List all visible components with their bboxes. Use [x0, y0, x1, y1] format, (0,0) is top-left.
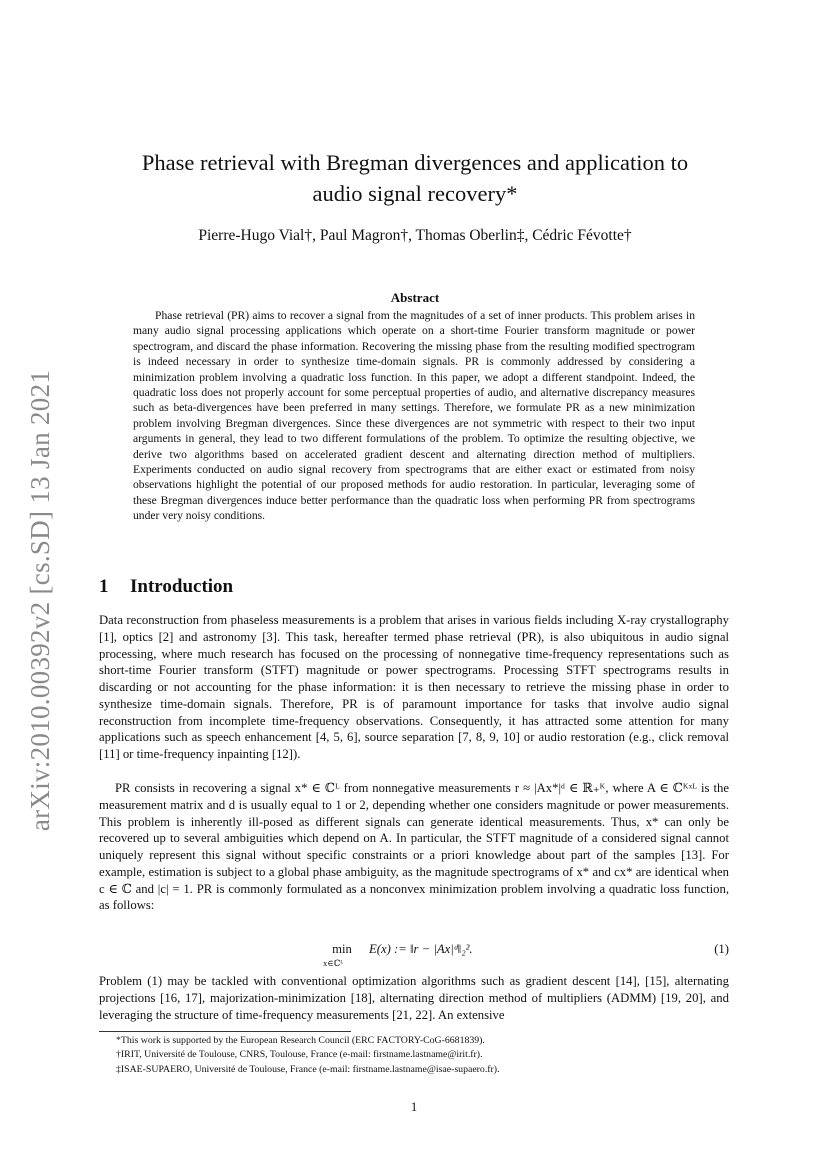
footnote-funding: *This work is supported by the European Research Council (ERC FACTORY-CoG-6681839). [116, 1035, 485, 1046]
equation-number: (1) [714, 942, 729, 956]
equation-min-operator: min [332, 942, 352, 956]
page-number: 1 [410, 1100, 418, 1114]
paragraph-text: Problem (1) may be tackled with conventional optimization algorithms such as gradient descent [14], [15], alternating projections [16, 17], majorization-minimization [18], alternating direction method of multipliers (ADMM) [19, 20], and leveraging the structure of time-frequency measurements [21, 22]. An extensive [99, 974, 729, 1022]
footnote-divider [99, 1031, 351, 1032]
title-line-2: audio signal recovery* [312, 181, 518, 206]
equation-1 [99, 938, 729, 968]
arxiv-identifier[interactable]: arXiv:2010.00392v2 [cs.SD] 13 Jan 2021 [25, 369, 56, 831]
paragraph-text: PR consists in recovering a signal x* ∈ ℂᴸ from nonnegative measurements r ≈ |Ax*|ᵈ ∈ ℝ₊ᴷ, where A ∈ ℂᴷˣᴸ is the measurement matrix and d is usually equal to 1 or 2, depending whether one considers magnitude or power measurements. This problem is inherently ill-posed as different signals can generate identical measurements. Thus, x* can only be recovered up to several ambiguities which depend on A. In particular, the STFT magnitude of a considered signal cannot uniquely represent this signal without specific constraints or a priori knowledge about part of the samples [13]. For example, estimation is subject to a global phase ambiguity, as the magnitude spectrograms of x* and cx* are identical when c ∈ ℂ and |c| = 1. PR is commonly formulated as a nonconvex minimization problem involving a quadratic loss function, as follows: [99, 781, 729, 913]
section-number: 1 [99, 576, 109, 597]
title-line-1: Phase retrieval with Bregman divergences and application to [141, 150, 689, 175]
intro-paragraph-3 [99, 973, 729, 1023]
footnote-irit: †IRIT, Université de Toulouse, CNRS, Toulouse, France (e-mail: firstname.lastname@irit.fr). [116, 1049, 483, 1061]
footnote-isae: ‡ISAE-SUPAERO, Université de Toulouse, France (e-mail: firstname.lastname@isae-supaero.fr). [116, 1063, 500, 1075]
paragraph-text: Data reconstruction from phaseless measurements is a problem that arises in various fields including X-ray crystallography [1], optics [2] and astronomy [3]. This task, hereafter termed phase retrieval (PR), is also ubiquitous in audio signal processing, where much research has focused on the processing of nonnegative time-frequency representations such as short-time Fourier transform (STFT) magnitude or power spectrograms. Processing STFT spectrograms results in discarding or not accounting for the phase information: it is then necessary to retrieve the missing phase in order to synthesize time-domain signals. Therefore, PR is of paramount importance for tasks that involve audio signal reconstruction from incomplete time-frequency observations. Consequently, it has attracted some attention for many applications such as speech enhancement [4, 5, 6], source separation [7, 8, 9, 10] or audio restoration (e.g., click removal [11] or time-frequency inpainting [12]). [99, 613, 729, 761]
author-list: Pierre-Hugo Vial†, Paul Magron†, Thomas Oberlin‡, Cédric Févotte† [198, 227, 632, 244]
intro-paragraph-2 [99, 780, 729, 914]
intro-paragraph-1 [99, 612, 729, 763]
equation-subscript: x∈ℂᴸ [323, 958, 344, 968]
section-title: Introduction [130, 576, 234, 597]
section-heading [99, 576, 233, 598]
abstract-heading: Abstract [390, 290, 440, 305]
paper-title [100, 147, 730, 209]
abstract-text: Phase retrieval (PR) aims to recover a signal from the magnitudes of a set of inner products. This problem arises in many audio signal processing applications which operate on a short-time Fourier transform magnitude or power spectrogram, and discard the phase information. Recovering the missing phase from the resulting modified spectrogram is indeed necessary in order to synthesize time-domain signals. PR is commonly addressed by considering a minimization problem involving a quadratic loss function. In this paper, we adopt a different standpoint. Indeed, the quadratic loss does not properly account for some perceptual properties of audio, and alternative discrepancy measures such as beta-divergences have been preferred in many settings. Therefore, we formulate PR as a new minimization problem involving Bregman divergences. Since these divergences are not symmetric with respect to their two input arguments in general, they lead to two different formulations of the problem. To optimize the resulting objective, we derive two algorithms based on accelerated gradient descent and alternating direction method of multipliers. Experiments conducted on audio signal recovery from spectrograms that are either exact or estimated from noisy observations highlight the potential of our proposed methods for audio restoration. In particular, leveraging some of these Bregman divergences induce better performance than the quadratic loss when performing PR from spectrograms under very noisy conditions. [133, 309, 695, 523]
arxiv-sidebar [20, 370, 62, 830]
equation-body: E(x) := ‖r − |Ax|ᵈ‖₂². [369, 942, 473, 956]
footnotes [99, 1034, 729, 1077]
